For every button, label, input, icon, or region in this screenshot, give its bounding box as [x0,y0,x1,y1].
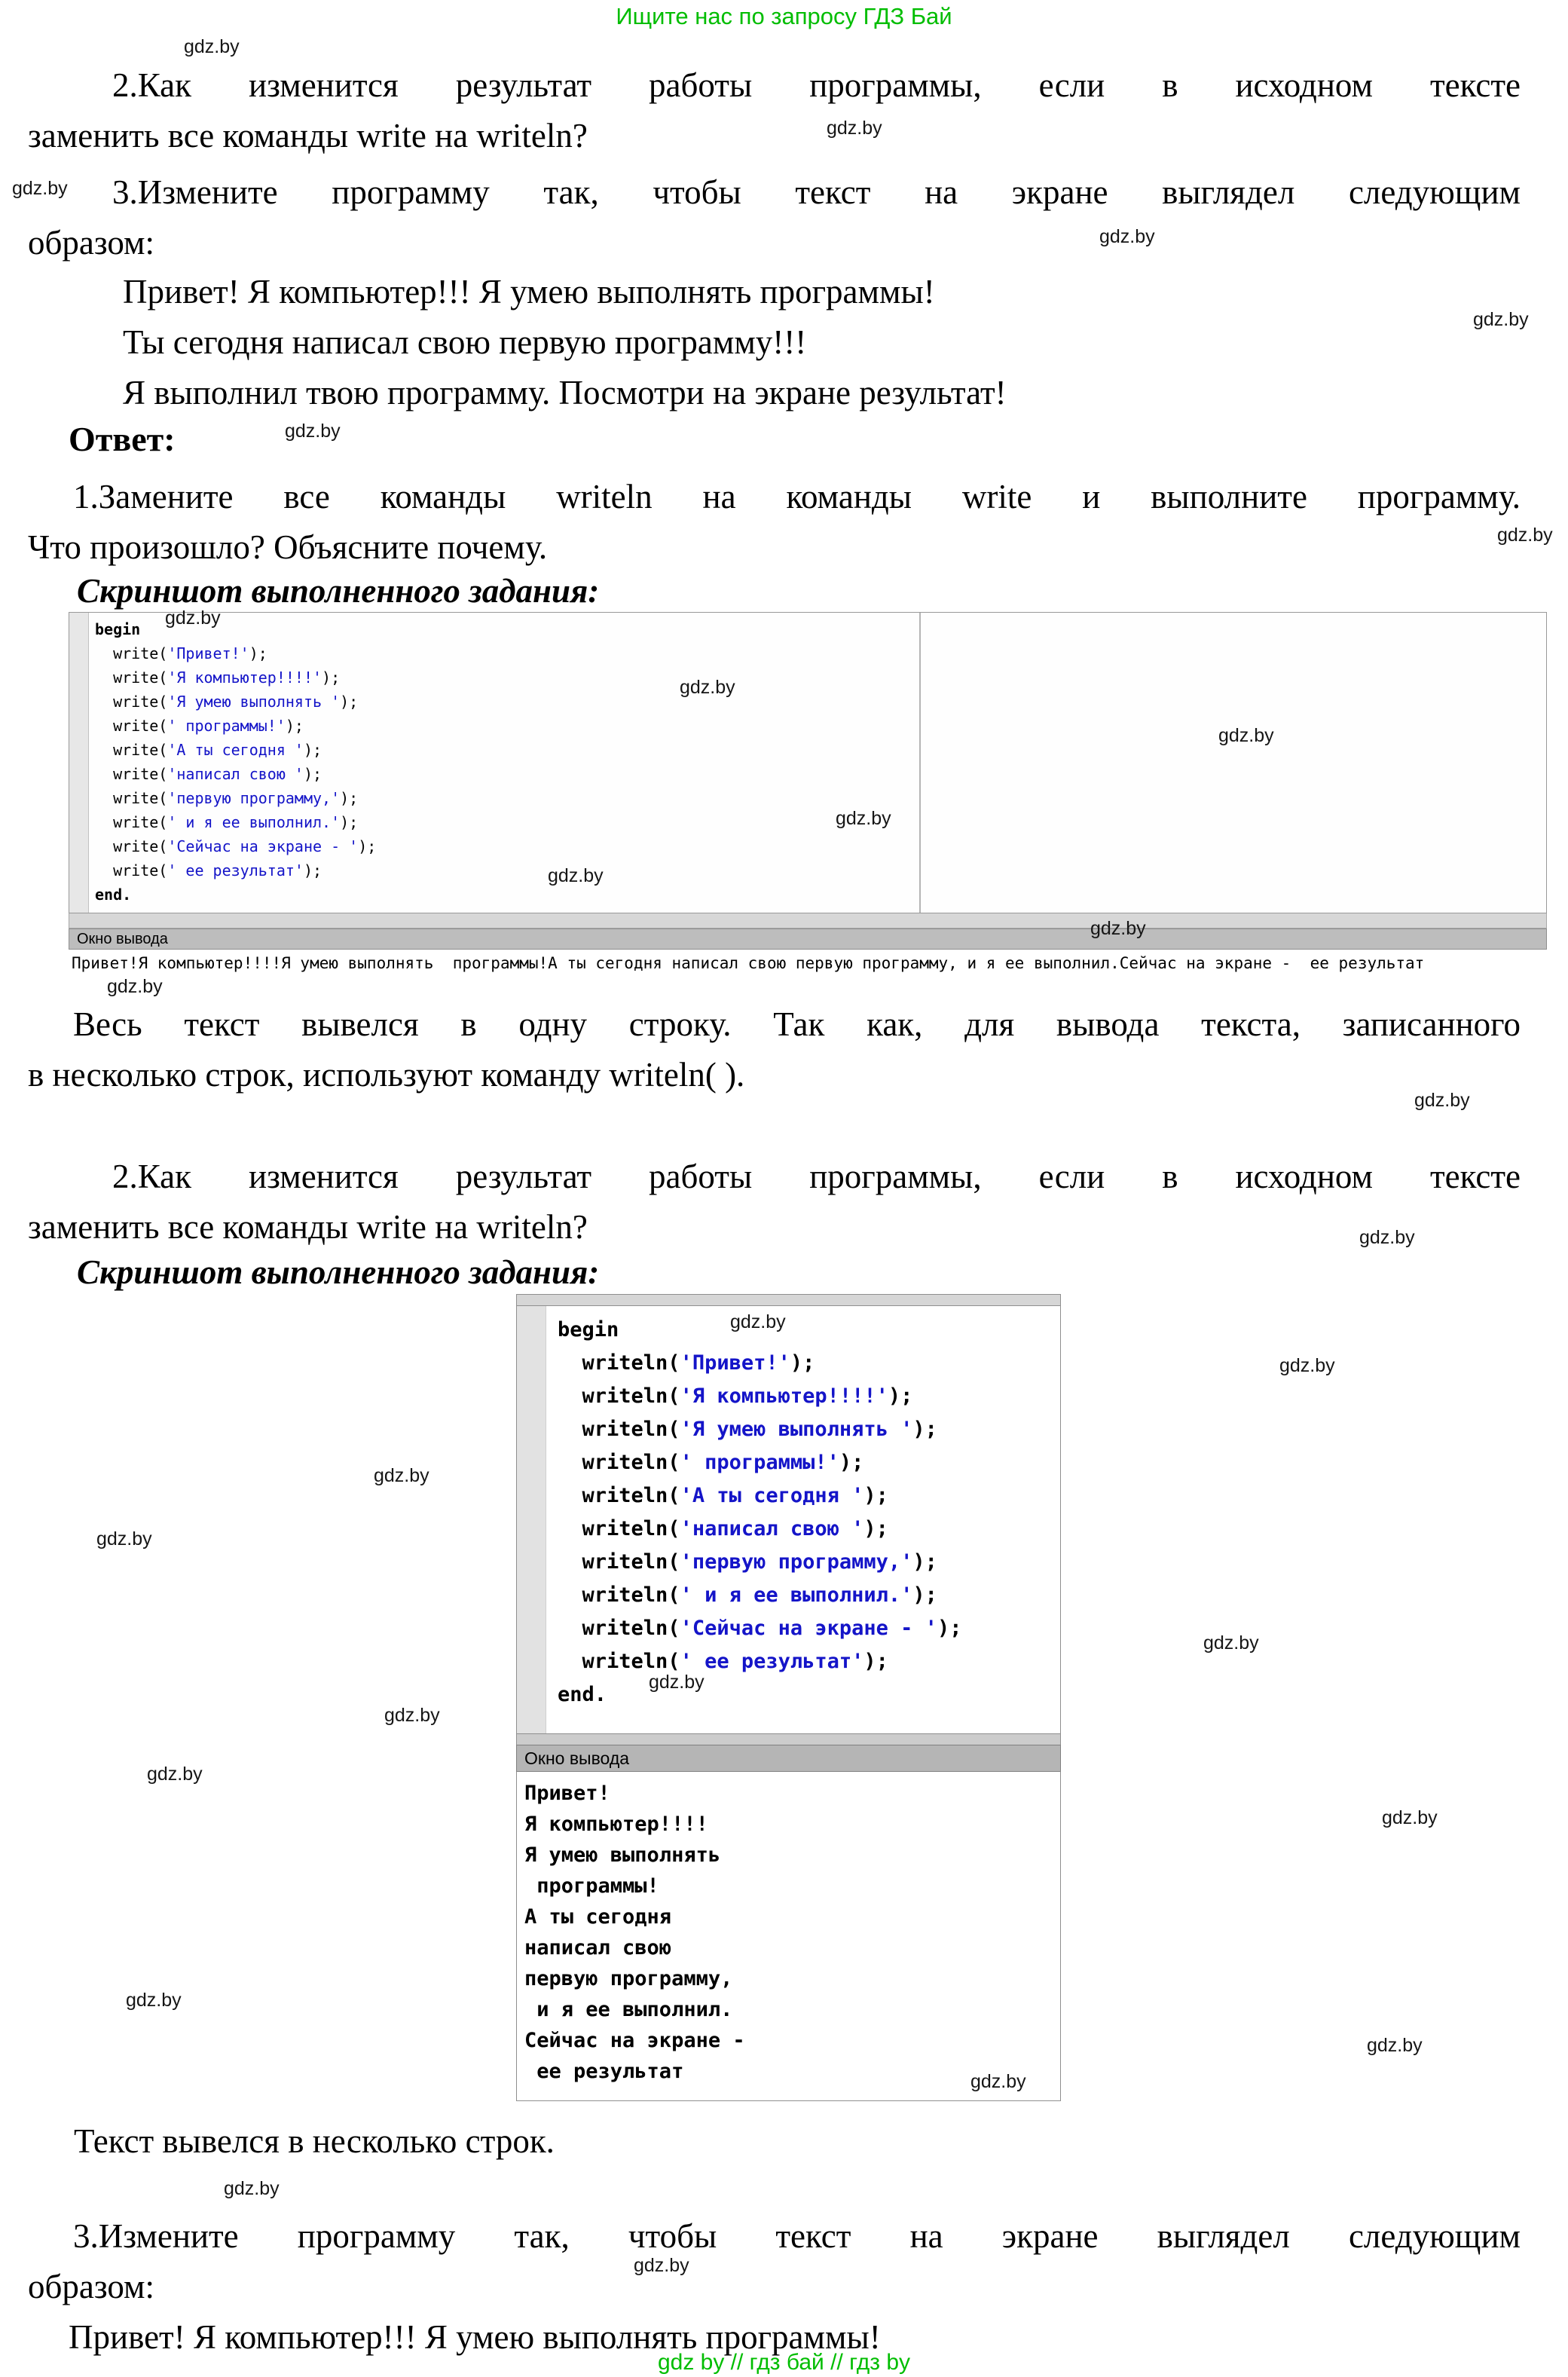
code-line: end. [558,1683,607,1706]
code-line: begin [558,1318,619,1341]
promo-banner-top: Ищите нас по запросу ГДЗ Бай [616,3,952,29]
sample-output-block [123,267,1007,418]
conclusion-1-text [28,999,1521,1100]
output-window-title-2: Окно вывода [524,1748,630,1768]
code-editor-pane-2 [516,1306,1061,1734]
gdzby-watermark: gdz.by [1359,1227,1415,1248]
gdzby-watermark: gdz.by [730,1311,786,1332]
text-line: Я выполнил твою программу. Посмотри на экране результат! [123,374,1007,411]
code-line: writeln(' программы!'); [558,1451,864,1474]
program-output-1: Привет!Я компьютер!!!!Я умею выполнять программы!А ты сегодня написал свою первую программу, и я ее выполнил.Сейчас на экране - ее результат [69,950,1547,981]
gdzby-watermark: gdz.by [1090,918,1146,939]
output-line: Я компьютер!!!! [524,1813,708,1836]
question-3-repeat [28,2211,1521,2312]
string-literal: 'Я умею выполнять ' [680,1418,913,1441]
output-window-titlebar-1 [69,928,1547,950]
scrollbar-strip-2 [516,1734,1061,1745]
gdzby-watermark: gdz.by [548,865,604,886]
output-line: Привет! [524,1782,610,1805]
text-line: заменить все команды write на writeln? [28,1208,588,1246]
string-literal: 'Сейчас на экране - ' [167,837,359,855]
code-line: write('Я умею выполнять '); [95,693,359,711]
code-line: writeln('Я умею выполнять '); [558,1418,937,1441]
gdzby-watermark: gdz.by [285,421,341,442]
gdzby-watermark: gdz.by [12,178,68,199]
question-2-text [28,60,1521,161]
string-literal: ' и я ее выполнил.' [167,813,341,831]
string-literal: ' программы!' [680,1451,839,1474]
output-line: и я ее выполнил. [524,1998,733,2021]
string-literal: 'первую программу,' [167,789,341,807]
string-literal: ' ее результат' [680,1650,864,1673]
pascal-editor-screenshot-1 [69,612,1547,981]
gdzby-watermark: gdz.by [224,2178,280,2199]
text-line: образом: [28,224,155,262]
code-line: write('А ты сегодня '); [95,741,322,759]
code-line: writeln('Я компьютер!!!!'); [558,1384,913,1408]
string-literal: 'Привет!' [167,644,249,662]
question-3-text [28,167,1521,268]
pascal-editor-screenshot-2 [516,1294,1061,2101]
editor-pane-divider [919,613,921,913]
text-line: Ты сегодня написал свою первую программу!!! [123,323,807,361]
code-line: write(' и я ее выполнил.'); [95,813,359,831]
string-literal: 'А ты сегодня ' [680,1484,864,1507]
pascal-code-write [95,617,376,907]
window-chrome-strip-2 [516,1294,1061,1306]
question-2-repeat [28,1152,1521,1253]
text-line: 3.Измените программу так, чтобы текст на экране выглядел следующим [112,173,1521,211]
program-output-2 [516,1772,1061,2101]
code-editor-pane-1 [69,612,1547,913]
code-line: write(' ее результат'); [95,861,322,880]
gdzby-watermark: gdz.by [165,607,221,629]
gdzby-watermark: gdz.by [634,2255,689,2276]
output-window-titlebar-2 [516,1745,1061,1772]
string-literal: ' ее результат' [167,861,304,880]
code-line: write('первую программу,'); [95,789,359,807]
gdzby-watermark: gdz.by [827,118,882,139]
gdzby-watermark: gdz.by [384,1705,440,1726]
text-line: 1.Замените все команды writeln на команды write и выполните программу. [73,478,1521,515]
code-line: end. [95,886,132,904]
code-line: writeln('Сейчас на экране - '); [558,1617,962,1640]
answer-label: Ответ: [69,420,176,458]
code-line: write('написал свою '); [95,765,322,783]
horizontal-scrollbar-1 [69,913,1547,928]
gdzby-watermark: gdz.by [836,808,891,829]
code-line: writeln('написал свою '); [558,1517,888,1540]
gdzby-watermark: gdz.by [1414,1090,1470,1111]
gdzby-watermark: gdz.by [107,976,163,997]
editor-gutter-1 [69,613,89,913]
gdzby-watermark: gdz.by [1099,226,1155,247]
code-line: begin [95,620,141,638]
code-line: write('Я компьютер!!!!'); [95,668,341,687]
string-literal: 'Я компьютер!!!!' [167,668,322,687]
gdzby-watermark: gdz.by [1218,725,1274,746]
code-line: write('Привет!'); [95,644,267,662]
string-literal: ' программы!' [167,717,286,735]
string-literal: 'первую программу,' [680,1550,913,1574]
pascal-code-writeln [558,1314,961,1712]
gdzby-watermark: gdz.by [970,2071,1026,2092]
gdzby-watermark: gdz.by [374,1465,429,1486]
gdzby-watermark: gdz.by [126,1990,182,2011]
string-literal: 'написал свою ' [680,1517,864,1540]
output-line: ее результат [524,2060,684,2083]
gdzby-watermark: gdz.by [1279,1355,1335,1376]
promo-banner-bottom: gdz by // гдз бай // гдз by [657,2350,911,2375]
gdzby-watermark: gdz.by [1497,525,1553,546]
text-line: образом: [28,2268,155,2305]
output-line: первую программу, [524,1967,733,1990]
gdzby-watermark: gdz.by [184,36,240,57]
string-literal: 'Сейчас на экране - ' [680,1617,937,1640]
code-line: writeln('первую программу,'); [558,1550,937,1574]
text-line: Привет! Я компьютер!!! Я умею выполнять программы! [123,273,935,311]
gdzby-watermark: gdz.by [96,1528,152,1549]
text-line: 3.Измените программу так, чтобы текст на экране выглядел следующим [73,2217,1521,2255]
output-line: Я умею выполнять [524,1843,721,1867]
code-line: writeln(' и я ее выполнил.'); [558,1583,937,1607]
gdzby-watermark: gdz.by [1203,1632,1259,1653]
string-literal: 'Я компьютер!!!!' [680,1384,888,1408]
gdzby-watermark: gdz.by [680,677,735,698]
screenshot-caption-1: Скриншот выполненного задания: [77,572,600,610]
gdzby-watermark: gdz.by [147,1764,203,1785]
text-line: 2.Как изменится результат работы программы, если в исходном тексте [112,1158,1521,1195]
text-line: Весь текст вывелся в одну строку. Так как, для вывода текста, записанного [73,1005,1521,1043]
text-line: в несколько строк, используют команду writeln( ). [28,1056,745,1094]
string-literal: 'А ты сегодня ' [167,741,304,759]
code-line: write('Сейчас на экране - '); [95,837,377,855]
output-line: Сейчас на экране - [524,2029,757,2052]
gdzby-watermark: gdz.by [1473,309,1529,330]
string-literal: 'Привет!' [680,1351,790,1375]
gdzby-watermark: gdz.by [649,1672,705,1693]
output-line: программы! [524,1874,659,1898]
final-sample-line: Привет! Я компьютер!!! Я умею выполнять программы! [69,2318,881,2356]
string-literal: 'Я умею выполнять ' [167,693,341,711]
code-line: writeln(' ее результат'); [558,1650,888,1673]
string-literal: 'написал свою ' [167,765,304,783]
screenshot-caption-2: Скриншот выполненного задания: [77,1253,600,1291]
conclusion-2-text: Текст вывелся в несколько строк. [74,2122,555,2160]
gdzby-watermark: gdz.by [1382,1807,1438,1828]
code-line: writeln('Привет!'); [558,1351,815,1375]
text-line: заменить все команды write на writeln? [28,117,588,154]
task-1-text [28,472,1521,573]
code-line: writeln('А ты сегодня '); [558,1484,888,1507]
gdzby-watermark: gdz.by [1367,2035,1423,2056]
text-line: Что произошло? Объясните почему. [28,528,548,566]
editor-gutter-2 [517,1306,546,1733]
output-line: А ты сегодня [524,1905,672,1929]
output-line: написал свою [524,1936,672,1959]
code-line: write(' программы!'); [95,717,304,735]
output-window-title-1: Окно вывода [77,931,168,947]
text-line: 2.Как изменится результат работы программы, если в исходном тексте [112,66,1521,104]
string-literal: ' и я ее выполнил.' [680,1583,913,1607]
